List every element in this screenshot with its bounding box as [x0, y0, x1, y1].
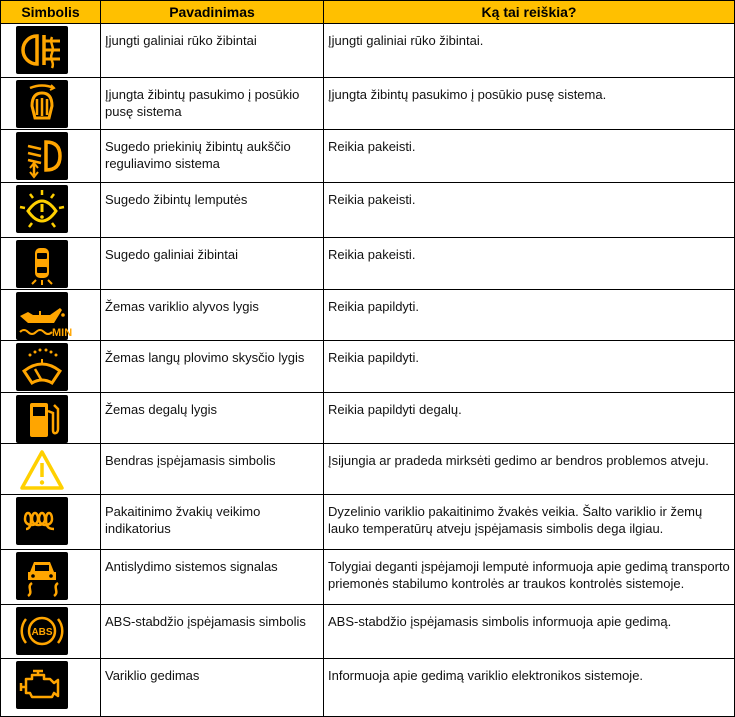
header-name: Pavadinimas [101, 1, 324, 24]
glow-plug-icon [16, 497, 68, 545]
table-row [1, 550, 735, 605]
row-meaning: Informuoja apie gedimą variklio elektronikos sistemoje. [324, 659, 735, 717]
rear-fog-light-icon [16, 26, 68, 74]
row-name: Įjungti galiniai rūko žibintai [101, 24, 324, 78]
traction-control-icon [16, 552, 68, 600]
table-row [1, 341, 735, 393]
svg-text:ABS: ABS [31, 627, 53, 638]
washer-fluid-icon [16, 343, 68, 391]
row-name: Sugedo galiniai žibintai [101, 238, 324, 290]
headlight-leveling-icon [16, 132, 68, 180]
row-name: ABS-stabdžio įspėjamasis simbolis [101, 605, 324, 659]
header-symbol: Simbolis [1, 1, 101, 24]
row-meaning: Įjungti galiniai rūko žibintai. [324, 24, 735, 78]
table-row [1, 24, 735, 78]
table-row [1, 78, 735, 130]
row-name: Pakaitinimo žvakių veikimo indikatorius [101, 495, 324, 550]
table-row [1, 238, 735, 290]
table-row [1, 444, 735, 495]
row-name: Įjungta žibintų pasukimo į posūkio pusę sistema [101, 78, 324, 130]
row-meaning: Reikia papildyti degalų. [324, 393, 735, 444]
svg-text:MIN: MIN [52, 327, 72, 339]
rear-lights-car-icon [16, 240, 68, 288]
adaptive-headlight-icon [16, 80, 68, 128]
row-name: Antislydimo sistemos signalas [101, 550, 324, 605]
table-row [1, 605, 735, 659]
row-name: Variklio gedimas [101, 659, 324, 717]
fuel-pump-icon [16, 395, 68, 443]
row-meaning: Įsijungia ar pradeda mirksėti gedimo ar bendros problemos atveju. [324, 444, 735, 495]
table-row [1, 393, 735, 444]
header-meaning: Ką tai reiškia? [324, 1, 735, 24]
row-name: Sugedo priekinių žibintų aukščio reguliavimo sistema [101, 130, 324, 183]
bulb-failure-icon [16, 185, 68, 233]
row-meaning: Įjungta žibintų pasukimo į posūkio pusę sistema. [324, 78, 735, 130]
row-name: Sugedo žibintų lemputės [101, 183, 324, 238]
table-row [1, 659, 735, 717]
table-row [1, 130, 735, 183]
row-meaning: Reikia pakeisti. [324, 238, 735, 290]
row-meaning: Dyzelinio variklio pakaitinimo žvakės veikia. Šalto variklio ir žemų lauko temperatūrų atveju įspėjamasis simbolis dega ilgiau. [324, 495, 735, 550]
row-meaning: Reikia papildyti. [324, 341, 735, 393]
row-meaning: Tolygiai deganti įspėjamoji lemputė informuoja apie gedimą transporto priemonės stabilumo kontrolės ar traukos kontrolės sistemoje. [324, 550, 735, 605]
row-name: Žemas degalų lygis [101, 393, 324, 444]
row-meaning: ABS-stabdžio įspėjamasis simbolis informuoja apie gedimą. [324, 605, 735, 659]
header-row [1, 1, 735, 24]
check-engine-icon [16, 661, 68, 709]
table-row [1, 495, 735, 550]
abs-warning-icon [16, 607, 68, 655]
row-meaning: Reikia pakeisti. [324, 183, 735, 238]
row-name: Žemas variklio alyvos lygis [101, 290, 324, 341]
row-meaning: Reikia papildyti. [324, 290, 735, 341]
row-name: Bendras įspėjamasis simbolis [101, 444, 324, 495]
row-name: Žemas langų plovimo skysčio lygis [101, 341, 324, 393]
table-row [1, 183, 735, 238]
row-meaning: Reikia pakeisti. [324, 130, 735, 183]
warning-triangle-icon [16, 446, 68, 494]
table-row [1, 290, 735, 341]
oil-level-icon [16, 292, 72, 340]
